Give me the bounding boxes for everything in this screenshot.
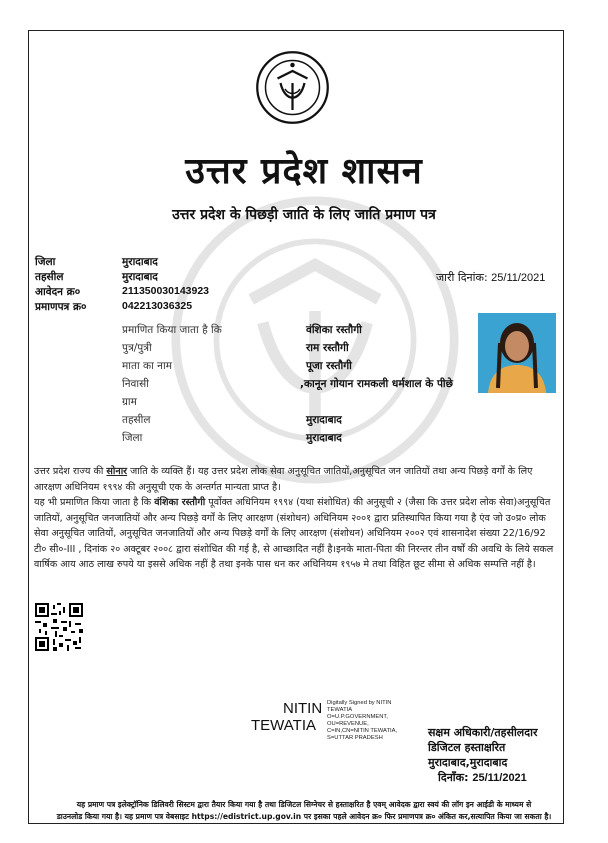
officer-date-label: दिनाँक:: [438, 771, 469, 784]
issue-date-label: जारी दिनांक:: [436, 271, 488, 284]
qr-code: [35, 603, 83, 651]
tehsil-value: मुरादाबाद: [122, 271, 158, 283]
officer-location: मुरादाबाद,मुरादाबाद: [428, 756, 508, 769]
caste-text-b: जाति के व्यक्ति हैं। यह उत्तर प्रदेश लोक सेवा अनुसूचित जातियों,अनुसूचित जन जातियों तथा अन्य पिछड़े वर्गों के लिए आरक्षण अधिनियम १९९४ की अनुसूची एक के अन्तर्गत मान्यता प्राप्त है।: [34, 466, 533, 493]
officer-designation: सक्षम अधिकारी/तहसीलदार: [428, 726, 538, 739]
district-value: मुरादाबाद: [122, 256, 158, 268]
detail-value-district: मुरादाबाद: [306, 432, 342, 444]
caste-text-a: उत्तर प्रदेश राज्य की: [34, 466, 107, 477]
detail-value-tehsil: मुरादाबाद: [306, 414, 342, 426]
detail-label-resident: निवासी: [122, 378, 149, 390]
income-paragraph: [34, 495, 556, 573]
certificate-body: [34, 464, 556, 573]
officer-digitally-signed: डिजिटल हस्ताक्षरित: [428, 741, 506, 754]
detail-label-mother: माता का नाम: [122, 360, 172, 372]
application-no-label: आवेदन क्र०: [35, 286, 81, 298]
signer-first-name: NITIN: [283, 700, 323, 717]
digital-signature-details: Digitally Signed by NITIN TEWATIA O=U.P.GOVERNMENT, OU=REVENUE, C=IN,CN=NITIN TEWATIA, S=UTTAR PRADESH: [327, 700, 398, 741]
tehsil-label: तहसील: [35, 271, 64, 283]
digital-signer-name: [251, 700, 323, 734]
detail-label-tehsil: तहसील: [122, 414, 151, 426]
application-no-value: 211350030143923: [122, 285, 210, 297]
detail-value-address: ,कानून गोयान रामकली धर्मशाल के पीछे: [300, 378, 453, 390]
up-government-emblem: [255, 50, 330, 125]
page-title: उत्तर प्रदेश शासन: [185, 150, 423, 192]
detail-label-district: जिला: [122, 432, 143, 444]
issue-date-value: 25/11/2021: [491, 272, 546, 284]
income-text-a: यह भी प्रमाणित किया जाता है कि: [34, 497, 155, 508]
applicant-name-bold: वंशिका रस्तौगी: [154, 497, 206, 508]
issuing-officer: [428, 725, 537, 786]
issue-date: [436, 270, 545, 285]
officer-date: [428, 770, 537, 786]
caste-paragraph: [34, 464, 556, 495]
detail-label-certified: प्रमाणित किया जाता है कि: [122, 324, 222, 336]
signer-last-name: TEWATIA: [251, 717, 316, 734]
detail-label-village: ग्राम: [122, 396, 137, 408]
certificate-subtitle: उत्तर प्रदेश के पिछड़ी जाति के लिए जाति प्रमाण पत्र: [172, 207, 436, 223]
footer-note: [40, 799, 568, 823]
detail-value-mother: पूजा रस्तौगी: [306, 360, 352, 372]
certificate-no-label: प्रमाणपत्र क्र०: [35, 301, 87, 313]
caste-name: सोनार: [106, 466, 128, 477]
footer-line-2: डाउनलोड किया गया है। यह प्रमाण पत्र वेबसाइट https://edistrict.up.gov.in पर इसका पहले आवेदन क्र० फिर प्रमाणपत्र क्र० अंकित कर,सत्यापित किया जा सकता है।: [56, 812, 552, 821]
detail-value-name: वंशिका रस्तौगी: [306, 324, 362, 336]
income-text-b: पूर्वोक्त अधिनियम १९९४ (यथा संशोधित) की अनुसूची २ (जैसा कि उत्तर प्रदेश लोक सेवा)अनुसूचित जातियों, अनुसूचित जनजातियों और अन्य पिछड़े वर्गों के लिए आरक्षण (संशोधन) अधिनियम २००१ द्वारा प्रतिस्थापित किया गया है एंव जो उ०प्र० लोक सेवा अनुसूचित जातियों, अनुसूचित जनजातियों और अन्य पिछड़े वर्गों के लिए आरक्षण (संशोधन) अधिनियम २००२ एवं शासनादेश संख्या 22/16/92 टी० सी०-III , दिनांक २० अक्टूबर २००८ द्वारा संशोधित की गई है, से आच्छादित नहीं है।इनके माता-पिता की निरन्तर तीन वर्षों की अवधि के लिये सकल वार्षिक आय आठ लाख रुपये या इससे अधिक नहीं है तथा इनके पास धन कर अधिनियम १९५७ मे तथा विहित छूट सीमा से अधिक सम्पत्ति नहीं है।: [34, 497, 554, 570]
detail-label-parent: पुत्र/पुत्री: [122, 342, 152, 354]
officer-date-value: 25/11/2021: [472, 772, 527, 784]
applicant-photo: [478, 313, 556, 393]
detail-value-father: राम रस्तौगी: [306, 342, 349, 354]
certificate-no-value: 042213036325: [122, 300, 193, 312]
footer-line-1: यह प्रमाण पत्र इलेक्ट्रॉनिक डिलिवरी सिस्टम द्वारा तैयार किया गया है तथा डिजिटल सिग्नेचर से हस्ताक्षरित है एवम् आवेदक द्वारा स्वयं की लॉग इन आई‍डी के माध्यम से: [76, 800, 532, 809]
district-label: जिला: [35, 256, 56, 268]
